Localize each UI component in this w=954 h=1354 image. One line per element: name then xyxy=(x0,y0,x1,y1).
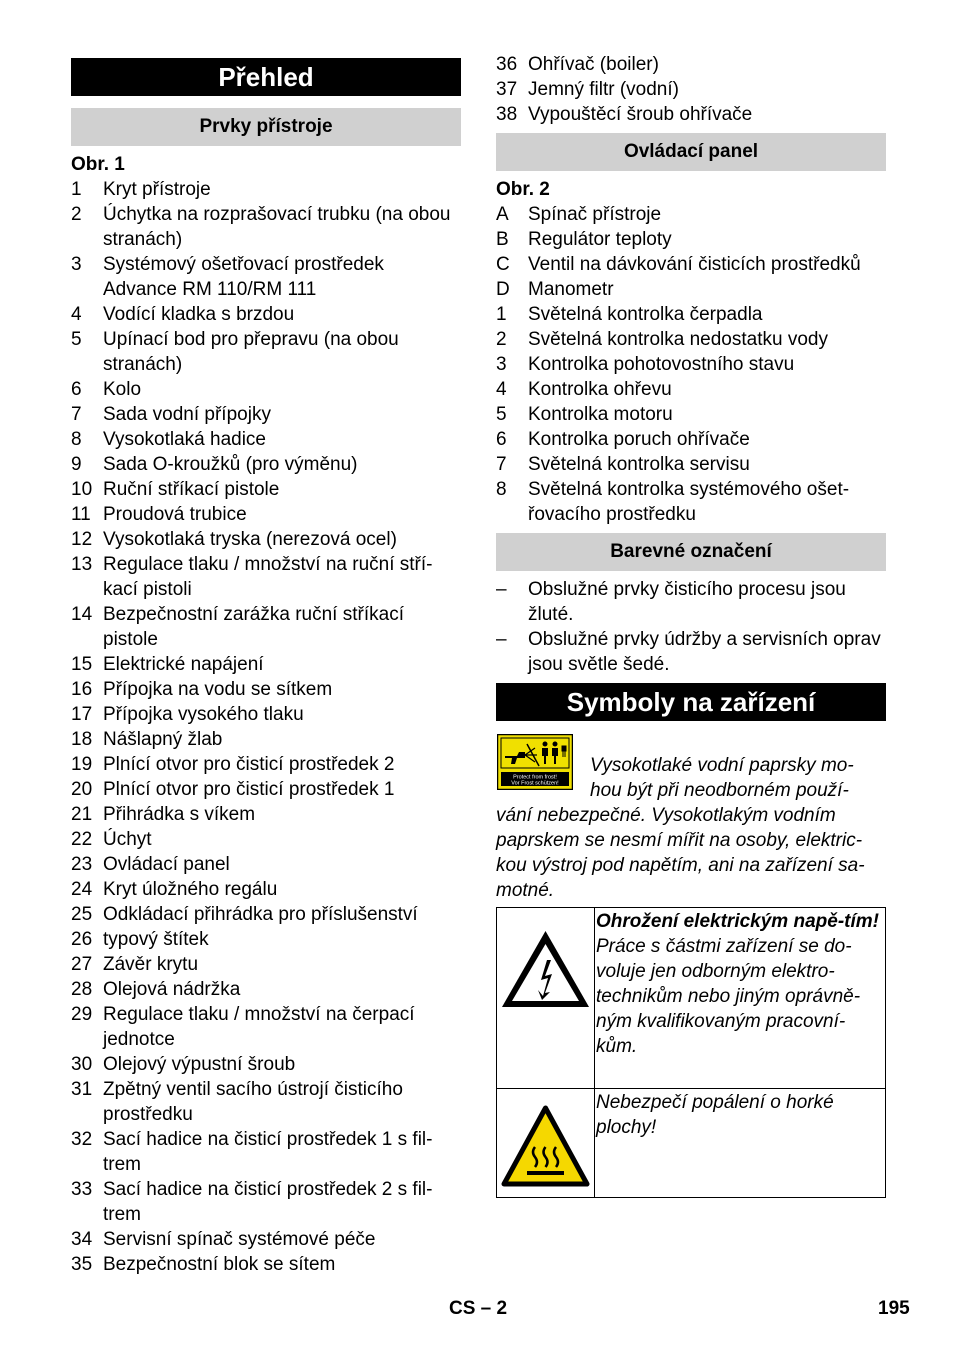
list-item xyxy=(496,252,886,277)
list-item-number: 25 xyxy=(71,904,93,925)
list-item-number: 26 xyxy=(71,929,93,950)
list-item-number: 1 xyxy=(71,179,82,200)
list-item-text: Plnící otvor pro čisticí prostředek 1 xyxy=(103,779,395,800)
list-item-number: B xyxy=(496,229,509,250)
list-item-number: – xyxy=(496,629,507,650)
list-item xyxy=(71,377,461,402)
list-item-text: Kontrolka poruch ohřívače xyxy=(528,429,750,450)
list-item-number: 2 xyxy=(496,329,507,350)
list-item xyxy=(496,202,886,227)
list-item-number: 34 xyxy=(71,1229,93,1250)
list-item xyxy=(71,452,461,477)
list-item-text: Ruční stříkací pistole xyxy=(103,479,280,500)
list-item-number: 16 xyxy=(71,679,93,700)
list-item-text: Světelná kontrolka nedostatku vody xyxy=(528,329,828,350)
list-item-number: 24 xyxy=(71,879,93,900)
list-item-number: 36 xyxy=(496,54,518,75)
list-item-number: 14 xyxy=(71,604,93,625)
list-item-number: 19 xyxy=(71,754,93,775)
list-item xyxy=(71,652,461,677)
list-item-text: Obslužné prvky čisticího procesu jsou žluté. xyxy=(528,579,846,625)
list-item-text: Olejový výpustní šroub xyxy=(103,1054,296,1075)
list-item-number: 22 xyxy=(71,829,93,850)
list-item-number: 15 xyxy=(71,654,93,675)
list-item xyxy=(71,302,461,327)
list-item xyxy=(496,102,886,127)
list-item-text: Servisní spínač systémové péče xyxy=(103,1229,376,1250)
list-item-number: 37 xyxy=(496,79,518,100)
list-item xyxy=(71,527,461,552)
list-item xyxy=(71,1052,461,1077)
list-item-number: C xyxy=(496,254,510,275)
symbol-paragraph-line-1: Vysokotlaké vodní paprsky mo- xyxy=(590,755,854,776)
footer-page-number: 195 xyxy=(878,1298,910,1319)
list-item xyxy=(71,177,461,202)
list-item-text: Úchytka na rozprašovací trubku (na obou stranách) xyxy=(103,204,451,250)
warning-table xyxy=(496,907,886,1198)
list-item-number: 2 xyxy=(71,204,82,225)
list-item-text: Spínač přístroje xyxy=(528,204,662,225)
list-item-text: Regulace tlaku / množství na ruční stří-kací pistoli xyxy=(103,554,433,600)
list-item-number: 29 xyxy=(71,1004,93,1025)
list-item xyxy=(71,1127,461,1177)
list-item xyxy=(496,352,886,377)
list-item-number: 35 xyxy=(71,1254,93,1275)
color-coding-list xyxy=(496,577,886,677)
list-item-text: Bezpečnostní zarážka ruční stříkací pistole xyxy=(103,604,404,650)
list-item-text: Kryt přístroje xyxy=(103,179,211,200)
list-item-number: D xyxy=(496,279,510,300)
list-item-number: 13 xyxy=(71,554,93,575)
list-item xyxy=(496,402,886,427)
list-item-number: 17 xyxy=(71,704,93,725)
symbol-paragraph-rest: vání nebezpečné. Vysokotlakým vodním paprskem se nesmí mířit na osoby, elektric-kou výstroj pod napětím, ani na zařízení sa-motné. xyxy=(496,805,865,901)
list-item-text: Ovládací panel xyxy=(103,854,230,875)
list-item xyxy=(71,977,461,1002)
list-item-text: Nášlapný žlab xyxy=(103,729,223,750)
section-heading-symboly: Symboly na zařízení xyxy=(496,683,886,721)
list-item-text: Plnící otvor pro čisticí prostředek 2 xyxy=(103,754,395,775)
list-item-number: 6 xyxy=(496,429,507,450)
list-item xyxy=(71,477,461,502)
list-item-number: 28 xyxy=(71,979,93,1000)
list-item-number: 32 xyxy=(71,1129,93,1150)
warning-hot-surface-text: Nebezpečí popálení o horké plochy! xyxy=(596,1092,834,1138)
list-item xyxy=(71,677,461,702)
list-item-text: Vodící kladka s brzdou xyxy=(103,304,295,325)
list-item-text: Závěr krytu xyxy=(103,954,199,975)
list-item-text: Obslužné prvky údržby a servisních oprav jsou světle šedé. xyxy=(528,629,881,675)
list-item xyxy=(496,327,886,352)
list-item-text: Sací hadice na čisticí prostředek 1 s fil-trem xyxy=(103,1129,433,1175)
figure-label-2: Obr. 2 xyxy=(496,179,550,200)
hot-surface-icon xyxy=(497,1089,595,1197)
parts-list-continued xyxy=(496,52,886,127)
list-item xyxy=(71,1227,461,1252)
list-item xyxy=(71,1077,461,1127)
symbol-paragraph-line-2: hou být při neodborném použí- xyxy=(590,780,849,801)
list-item-text: Ohřívač (boiler) xyxy=(528,54,659,75)
list-item-number: 8 xyxy=(496,479,507,500)
list-item-number: 7 xyxy=(496,454,507,475)
list-item-text: Zpětný ventil sacího ústrojí čisticího prostředku xyxy=(103,1079,403,1125)
list-item xyxy=(496,427,886,452)
list-item xyxy=(496,227,886,252)
warning-electric-title: Ohrožení elektrickým napě-tím! xyxy=(596,911,879,932)
list-item-text: Sada O-kroužků (pro výměnu) xyxy=(103,454,358,475)
list-item-number: 27 xyxy=(71,954,93,975)
list-item xyxy=(71,702,461,727)
parts-list xyxy=(71,177,461,1277)
list-item xyxy=(71,852,461,877)
list-item-number: 4 xyxy=(71,304,82,325)
list-item-number: 3 xyxy=(496,354,507,375)
warning-electric-text: Práce s částmi zařízení se do-voluje jen odborným elektro-technikům nebo jiným oprávně-ným kvalifikovaným pracovní-kům. xyxy=(596,936,861,1057)
list-item-number: 9 xyxy=(71,454,82,475)
list-item xyxy=(71,552,461,602)
list-item-number: 1 xyxy=(496,304,507,325)
list-item-number: 5 xyxy=(71,329,82,350)
section-heading-prehled: Přehled xyxy=(71,58,461,96)
list-item-text: Vysokotlaká tryska (nerezová ocel) xyxy=(103,529,397,550)
list-item-text: Sada vodní přípojky xyxy=(103,404,271,425)
electric-hazard-icon xyxy=(497,908,595,1088)
list-item xyxy=(71,427,461,452)
list-item xyxy=(71,1002,461,1052)
list-item xyxy=(496,627,886,677)
list-item xyxy=(496,577,886,627)
list-item-number: 3 xyxy=(71,254,82,275)
list-item xyxy=(71,327,461,377)
list-item xyxy=(71,727,461,752)
list-item-number: 31 xyxy=(71,1079,93,1100)
list-item xyxy=(71,952,461,977)
list-item xyxy=(71,252,461,302)
footer-language-page: CS – 2 xyxy=(449,1298,508,1319)
list-item-number: 30 xyxy=(71,1054,93,1075)
list-item-number: 18 xyxy=(71,729,93,750)
list-item xyxy=(71,802,461,827)
list-item-number: A xyxy=(496,204,509,225)
list-item-number: 23 xyxy=(71,854,93,875)
list-item-text: Vysokotlaká hadice xyxy=(103,429,267,450)
list-item-number: 10 xyxy=(71,479,93,500)
list-item xyxy=(496,452,886,477)
list-item-text: Olejová nádržka xyxy=(103,979,241,1000)
list-item-text: Přípojka na vodu se sítkem xyxy=(103,679,333,700)
list-item-text: typový štítek xyxy=(103,929,209,950)
list-item-number: 7 xyxy=(71,404,82,425)
list-item-text: Regulace tlaku / množství na čerpací jednotce xyxy=(103,1004,415,1050)
warning-row-hot-surface xyxy=(497,1089,885,1197)
list-item-text: Proudová trubice xyxy=(103,504,247,525)
list-item xyxy=(496,302,886,327)
list-item-number: 20 xyxy=(71,779,93,800)
list-item-text: Elektrické napájení xyxy=(103,654,264,675)
list-item xyxy=(496,77,886,102)
list-item-text: Odkládací přihrádka pro příslušenství xyxy=(103,904,418,925)
list-item-text: Manometr xyxy=(528,279,614,300)
control-panel-list xyxy=(496,202,886,527)
list-item-text: Světelná kontrolka systémového ošet-řovacího prostředku xyxy=(528,479,850,525)
subheading-prvky-pristroje: Prvky přístroje xyxy=(71,108,461,146)
list-item-text: Přihrádka s víkem xyxy=(103,804,256,825)
list-item xyxy=(496,477,886,527)
list-item xyxy=(71,502,461,527)
list-item xyxy=(496,377,886,402)
list-item-number: 6 xyxy=(71,379,82,400)
list-item-text: Upínací bod pro přepravu (na obou stranách) xyxy=(103,329,399,375)
list-item-text: Světelná kontrolka servisu xyxy=(528,454,750,475)
list-item-text: Kontrolka ohřevu xyxy=(528,379,672,400)
list-item xyxy=(71,1252,461,1277)
list-item-number: 8 xyxy=(71,429,82,450)
list-item-text: Systémový ošetřovací prostředek Advance RM 110/RM 111 xyxy=(103,254,384,300)
subheading-ovladaci-panel: Ovládací panel xyxy=(496,133,886,171)
list-item-text: Kontrolka motoru xyxy=(528,404,673,425)
figure-label-1: Obr. 1 xyxy=(71,154,125,175)
list-item xyxy=(496,52,886,77)
list-item xyxy=(71,1177,461,1227)
list-item-number: 4 xyxy=(496,379,507,400)
list-item-text: Vypouštěcí šroub ohřívače xyxy=(528,104,753,125)
list-item xyxy=(71,602,461,652)
subheading-barevne-oznaceni: Barevné označení xyxy=(496,533,886,571)
list-item-text: Kryt úložného regálu xyxy=(103,879,278,900)
list-item xyxy=(71,902,461,927)
list-item-text: Přípojka vysokého tlaku xyxy=(103,704,304,725)
list-item-number: 5 xyxy=(496,404,507,425)
list-item-text: Sací hadice na čisticí prostředek 2 s fil-trem xyxy=(103,1179,433,1225)
list-item xyxy=(71,927,461,952)
list-item-text: Kontrolka pohotovostního stavu xyxy=(528,354,795,375)
list-item-number: 12 xyxy=(71,529,93,550)
list-item xyxy=(71,202,461,252)
list-item xyxy=(71,827,461,852)
list-item-text: Úchyt xyxy=(103,829,152,850)
list-item-text: Regulátor teploty xyxy=(528,229,672,250)
list-item-number: 11 xyxy=(71,504,91,525)
list-item xyxy=(71,877,461,902)
label-text-protect: Protect from frost! xyxy=(513,774,557,781)
list-item-number: 38 xyxy=(496,104,518,125)
list-item xyxy=(71,777,461,802)
high-pressure-warning-label-icon xyxy=(497,734,573,790)
list-item xyxy=(71,402,461,427)
warning-row-electric xyxy=(497,908,885,1089)
list-item-number: 21 xyxy=(71,804,93,825)
list-item-text: Světelná kontrolka čerpadla xyxy=(528,304,763,325)
list-item xyxy=(496,277,886,302)
list-item-text: Kolo xyxy=(103,379,142,400)
list-item-text: Jemný filtr (vodní) xyxy=(528,79,679,100)
list-item-text: Bezpečnostní blok se sítem xyxy=(103,1254,336,1275)
list-item xyxy=(71,752,461,777)
list-item-number: – xyxy=(496,579,507,600)
list-item-number: 33 xyxy=(71,1179,93,1200)
list-item-text: Ventil na dávkování čisticích prostředků xyxy=(528,254,861,275)
label-text-vor-frost: Vor Frost schützen! xyxy=(511,780,559,787)
